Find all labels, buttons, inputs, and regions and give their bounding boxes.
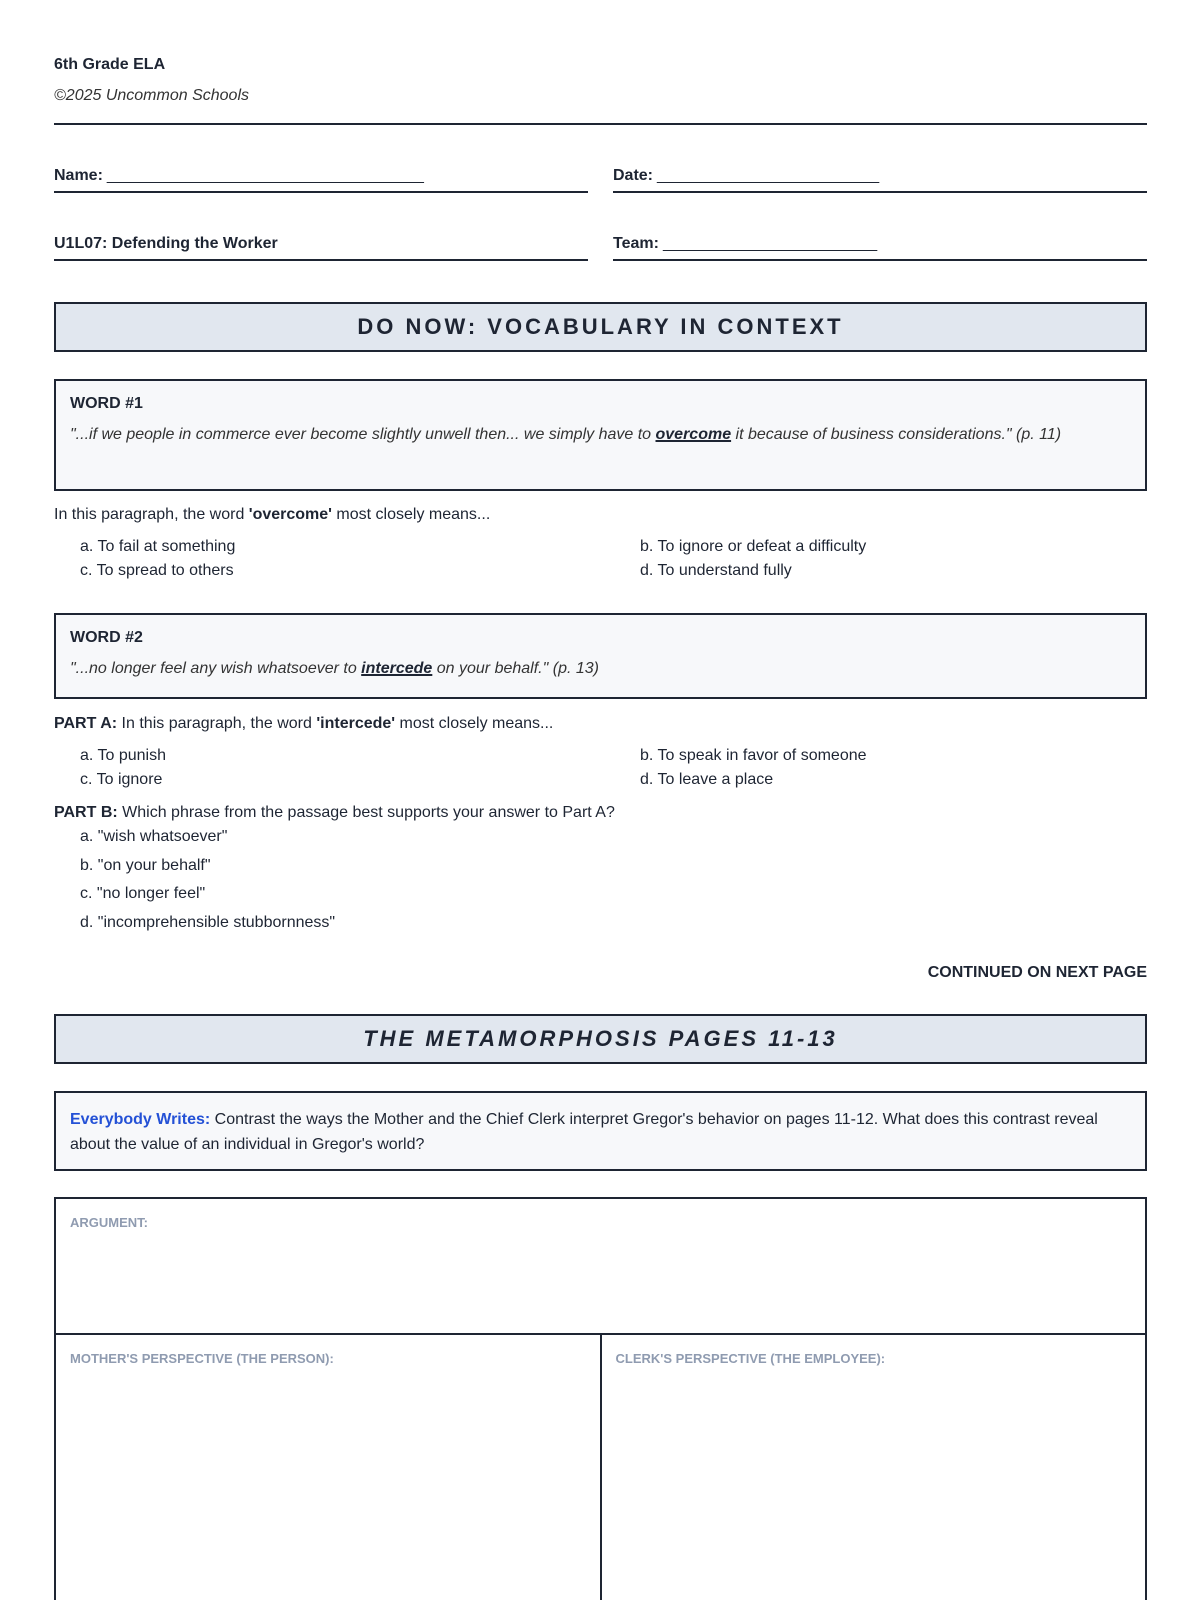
question-word: 'intercede': [316, 715, 396, 732]
vocab-word: overcome: [655, 426, 732, 443]
response-organizer: [54, 1197, 1147, 1600]
everybody-writes-box: [54, 1091, 1147, 1171]
quote-text: it because of business considerations." (p. 11): [731, 426, 1062, 443]
option-d[interactable]: d. "incomprehensible stubbornness": [80, 913, 336, 931]
everybody-writes-tag: Everybody Writes:: [70, 1111, 211, 1128]
lesson-label: U1L07: Defending the Worker: [54, 235, 278, 252]
option-b[interactable]: b. To speak in favor of someone: [640, 747, 867, 764]
question-text: In this paragraph, the word: [117, 715, 317, 732]
part-a-question: [54, 715, 553, 733]
name-field[interactable]: [54, 163, 588, 193]
clerk-perspective-area[interactable]: [600, 1335, 1146, 1600]
prompt-text: Contrast the ways the Mother and the Chief Clerk interpret Gregor's behavior on pages 11-12. What does this contrast reveal about the value of an individual in Gregor's world?: [70, 1111, 1098, 1153]
word2-label: WORD #2: [70, 629, 143, 646]
header-divider: [54, 123, 1147, 125]
word1-options: [80, 538, 1140, 580]
word1-box: [54, 379, 1147, 491]
question-text: most closely means...: [331, 506, 491, 523]
mother-perspective-area[interactable]: [56, 1335, 600, 1600]
mother-perspective-label: MOTHER'S PERSPECTIVE (THE PERSON):: [70, 1351, 334, 1366]
team-label: Team:: [613, 235, 659, 252]
reading-title: THE METAMORPHOSIS PAGES 11-13: [363, 1026, 838, 1051]
option-b[interactable]: b. "on your behalf": [80, 856, 211, 874]
argument-area[interactable]: [56, 1199, 1145, 1335]
option-a[interactable]: a. "wish whatsoever": [80, 828, 228, 845]
question-word: 'overcome': [248, 506, 332, 523]
do-now-title: DO NOW: VOCABULARY IN CONTEXT: [357, 314, 844, 339]
date-label: Date:: [613, 167, 654, 184]
option-c[interactable]: c. To ignore: [80, 771, 163, 788]
part-b-question: [54, 804, 615, 822]
clerk-perspective-label: CLERK'S PERSPECTIVE (THE EMPLOYEE):: [615, 1351, 886, 1366]
word1-question: [54, 506, 490, 524]
date-field[interactable]: [613, 163, 1147, 193]
argument-label: ARGUMENT:: [70, 1215, 148, 1230]
question-text: In this paragraph, the word: [54, 506, 249, 523]
course-title: 6th Grade ELA: [54, 56, 166, 73]
quote-text: "...no longer feel any wish whatsoever to: [70, 660, 362, 677]
option-a[interactable]: a. To fail at something: [80, 538, 236, 555]
do-now-banner: [54, 302, 1147, 352]
part-a-options: [80, 747, 1140, 789]
option-c[interactable]: c. To spread to others: [80, 562, 234, 579]
reading-banner: [54, 1014, 1147, 1064]
option-c[interactable]: c. "no longer feel": [80, 885, 206, 902]
name-label: Name:: [54, 167, 103, 184]
option-b[interactable]: b. To ignore or defeat a difficulty: [640, 538, 867, 555]
word2-quote: [70, 656, 1131, 681]
continued-note: CONTINUED ON NEXT PAGE: [927, 964, 1147, 981]
question-text: Which phrase from the passage best supports your answer to Part A?: [117, 804, 615, 821]
option-a[interactable]: a. To punish: [80, 747, 166, 764]
everybody-writes-prompt: [70, 1107, 1131, 1157]
lesson-title: [54, 231, 588, 261]
name-blank: ________________________________________: [106, 167, 423, 184]
part-b-options: [80, 823, 335, 937]
question-text: most closely means...: [395, 715, 554, 732]
word1-label: WORD #1: [70, 395, 143, 412]
vocab-word: intercede: [361, 660, 433, 677]
quote-text: "...if we people in commerce ever become slightly unwell then... we simply have to: [70, 426, 656, 443]
word1-quote: [70, 422, 1131, 447]
quote-text: on your behalf." (p. 13): [432, 660, 599, 677]
copyright: ©2025 Uncommon Schools: [54, 87, 249, 104]
date-blank: ____________________________: [657, 167, 879, 184]
team-blank: ___________________________: [662, 235, 877, 252]
team-field[interactable]: [613, 231, 1147, 261]
part-a-label: PART A:: [54, 715, 118, 732]
option-d[interactable]: d. To leave a place: [640, 771, 774, 788]
option-d[interactable]: d. To understand fully: [640, 562, 792, 579]
word2-box: [54, 613, 1147, 699]
part-b-label: PART B:: [54, 804, 118, 821]
